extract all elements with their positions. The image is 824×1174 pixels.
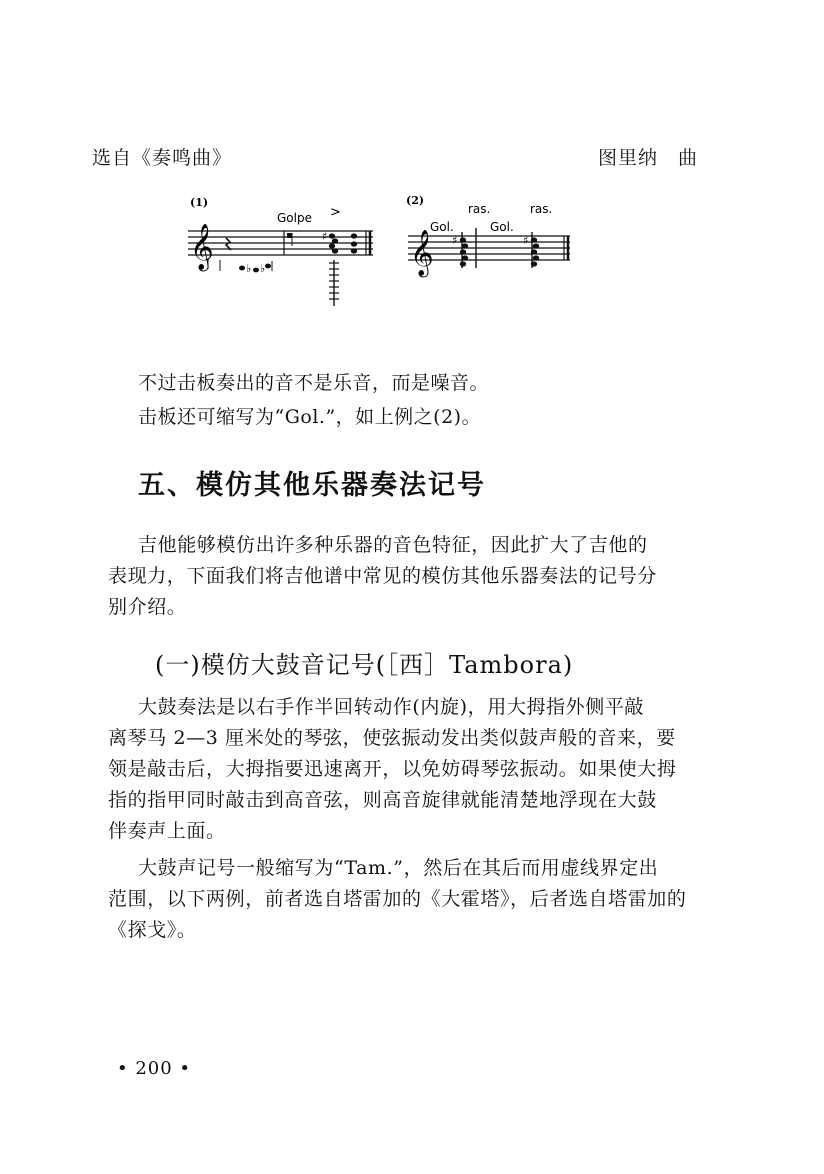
subsection-heading: (一)模仿大鼓音记号(［西］Tambora) <box>155 651 574 679</box>
svg-text:♯: ♯ <box>322 230 328 243</box>
svg-text:♭: ♭ <box>246 262 252 275</box>
gol-mark: Gol. <box>490 220 514 234</box>
example-1 <box>188 196 373 306</box>
gol-mark: Gol. <box>430 220 454 234</box>
ras-mark: ras. <box>468 202 491 216</box>
example-2 <box>406 194 570 278</box>
technique-paragraph <box>108 692 718 847</box>
svg-text:>: > <box>330 205 341 220</box>
paragraph-line: 表现力，下面我们将吉他谱中常见的模仿其他乐器奏法的记号分 <box>108 565 657 587</box>
paragraph-line: 离琴马 2—3 厘米处的琴弦，使弦振动发出类似鼓声般的音来，要 <box>108 727 676 749</box>
ras-mark: ras. <box>530 202 553 216</box>
paragraph-line: 范围，以下两例，前者选自塔雷加的《大霍塔》，后者选自塔雷加的 <box>108 888 687 910</box>
svg-text:♭: ♭ <box>260 262 266 275</box>
paragraph-line: 伴奏声上面。 <box>108 820 226 842</box>
example-2-label: (2) <box>406 194 425 207</box>
example-1-label: (1) <box>190 196 209 209</box>
notation-paragraph <box>108 853 718 946</box>
svg-text:♯: ♯ <box>452 234 458 247</box>
page-number: • 200 • <box>117 1058 192 1079</box>
intro-paragraph <box>108 530 718 623</box>
svg-text:𝄞: 𝄞 <box>190 224 214 270</box>
body-line: 击板还可缩写为“Gol.”，如上例之(2)。 <box>138 406 482 428</box>
paragraph-line: 大鼓声记号一般缩写为“Tam.”，然后在其后而用虚线界定出 <box>138 857 659 879</box>
paragraph-line: 《探戈》。 <box>108 919 197 941</box>
paragraph-line: 大鼓奏法是以右手作半回转动作(内旋)，用大拇指外侧平敲 <box>138 696 645 718</box>
body-line: 不过击板奏出的音不是乐音，而是噪音。 <box>138 372 490 394</box>
composer-credit: 图里纳 曲 <box>598 147 699 169</box>
svg-text:𝄞: 𝄞 <box>410 230 434 276</box>
paragraph-line: 领是敲击后，大拇指要迅速离开，以免妨碍琴弦振动。如果使大拇 <box>108 758 677 780</box>
paragraph-line: 吉他能够模仿出许多种乐器的音色特征，因此扩大了吉他的 <box>138 534 648 556</box>
music-examples <box>180 188 600 313</box>
svg-text:♯: ♯ <box>523 234 529 247</box>
source-title: 选自《奏鸣曲》 <box>92 147 233 169</box>
section-heading: 五、模仿其他乐器奏法记号 <box>138 470 486 501</box>
golpe-mark: Golpe <box>277 211 312 225</box>
paragraph-line: 指的指甲同时敲击到高音弦，则高音旋律就能清楚地浮现在大鼓 <box>108 789 657 811</box>
paragraph-line: 别介绍。 <box>108 596 187 618</box>
